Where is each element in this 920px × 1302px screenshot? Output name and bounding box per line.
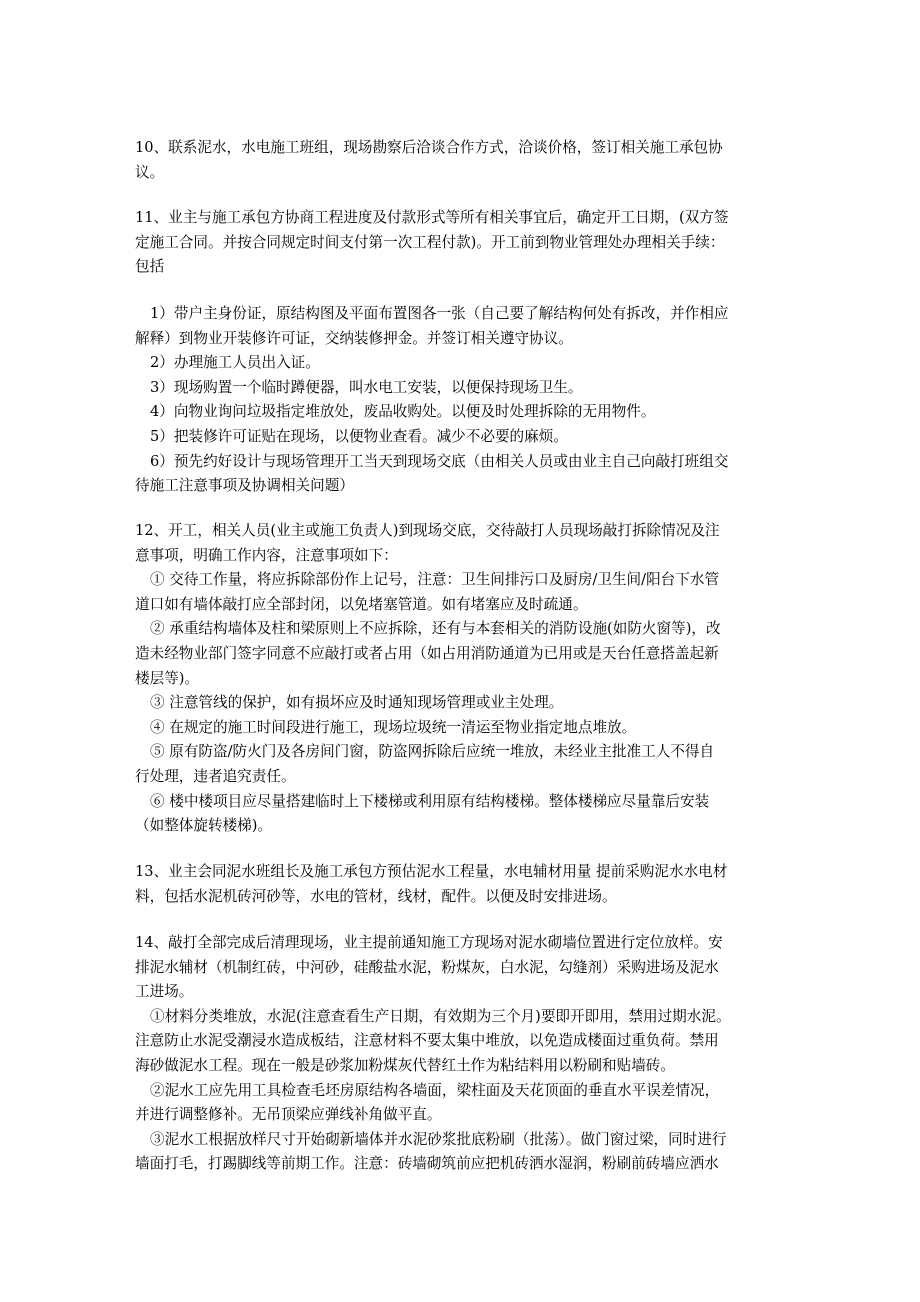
paragraph-12 (135, 519, 795, 839)
list-item: ① 交待工作量，将应拆除部份作上记号，注意：卫生间排污口及厨房/卫生间/阳台下水管 (150, 571, 720, 589)
list-item: ⑥ 楼中楼项目应尽量搭建临时上下楼梯或利用原有结构楼梯。整体楼梯应尽量靠后安装 (150, 792, 710, 810)
list-item: ④ 在规定的施工时间段进行施工，现场垃圾统一清运至物业指定地点堆放。 (150, 718, 637, 736)
list-item-continuation: 海砂做泥水工程。现在一般是砂浆加粉煤灰代替红土作为粘结料用以粉刷和贴墙砖。 (135, 1056, 675, 1074)
paragraph-10 (135, 136, 795, 185)
paragraph-line: 12、开工，相关人员(业主或施工负责人)到现场交底，交待敲打人员现场敲打拆除情况及注 (135, 522, 720, 539)
list-item: ②泥水工应先用工具检查毛坯房原结构各墙面，梁柱面及天花顶面的垂直水平误差情况， (150, 1081, 720, 1099)
paragraph-line: 排泥水辅材（机制红砖，中河砂，硅酸盐水泥，粉煤灰，白水泥，勾缝剂）采购进场及泥水 (135, 958, 719, 976)
paragraph-line: 议。 (135, 163, 165, 181)
list-item: ①材料分类堆放，水泥(注意查看生产日期，有效期为三个月)要即开即用，禁用过期水泥。 (150, 1007, 731, 1025)
list-item: 6）预先约好设计与现场管理开工当天到现场交底（由相关人员或由业主自己向敲打班组交 (150, 452, 729, 470)
paragraph-line: 11、业主与施工承包方协商工程进度及付款形式等所有相关事宜后，确定开工日期，(双方签 (135, 209, 729, 226)
list-item-continuation: 并进行调整修补。无吊顶梁应弹线补角做平直。 (135, 1106, 442, 1124)
paragraph-line: 包括 (135, 258, 165, 276)
paragraph-14 (135, 931, 795, 1177)
paragraph-line: 定施工合同。并按合同规定时间支付第一次工程付款)。开工前到物业管理处办理相关手续： (135, 233, 725, 251)
paragraph-line: 工进场。 (135, 983, 194, 1001)
list-item-continuation: （如整体旋转楼梯)。 (135, 817, 273, 835)
paragraph-line: 意事项，明确工作内容，注意事项如下： (135, 546, 398, 564)
list-item-continuation: 道口如有墙体敲打应全部封闭，以免堵塞管道。如有堵塞应及时疏通。 (135, 595, 588, 613)
paragraph-13 (135, 860, 795, 909)
paragraph-11 (135, 206, 795, 280)
list-item: 3）现场购置一个临时蹲便器，叫水电工安装，以便保持现场卫生。 (150, 378, 583, 396)
paragraph-line: 料，包括水泥机砖河砂等，水电的管材，线材，配件。以便及时安排进场。 (135, 887, 617, 905)
list-item-continuation: 待施工注意事项及协调相关问题） (135, 477, 354, 495)
list-item-continuation: 解释）到物业开装修许可证，交纳装修押金。并签订相关遵守协议。 (135, 329, 573, 347)
list-item: 2）办理施工人员出入证。 (150, 354, 320, 372)
list-item: ③ 注意管线的保护，如有损坏应及时通知现场管理或业主处理。 (150, 694, 564, 712)
list-item-continuation: 注意防止水泥受潮浸水造成板结，注意材料不要太集中堆放，以免造成楼面过重负荷。禁用 (135, 1032, 719, 1050)
list-item: 5）把装修许可证贴在现场，以便物业查看。减少不必要的麻烦。 (150, 427, 568, 445)
list-item-continuation: 楼层等)。 (135, 669, 200, 687)
list-item: 1）带户主身份证，原结构图及平面布置图各一张（自己要了解结构何处有拆改，并作相应 (150, 305, 729, 322)
list-item: 4）向物业询问垃圾指定堆放处，废品收购处。以便及时处理拆除的无用物件。 (150, 403, 656, 421)
paragraph-line: 14、敲打全部完成后清理现场，业主提前通知施工方现场对泥水砌墙位置进行定位放样。安 (135, 934, 723, 951)
list-item: ⑤ 原有防盗/防火门及各房间门窗，防盗网拆除后应统一堆放，未经业主批准工人不得自 (150, 743, 715, 761)
list-item-continuation: 造未经物业部门签字同意不应敲打或者占用（如占用消防通道为已用或是天台任意搭盖起新 (135, 644, 719, 662)
paragraph-11-items (135, 302, 795, 499)
list-item-continuation: 行处理，违者追究责任。 (135, 767, 296, 785)
list-item: ③泥水工根据放样尺寸开始砌新墙体并水泥砂浆批底粉刷（批荡）。做门窗过梁，同时进行 (150, 1130, 727, 1148)
list-item-continuation: 墙面打毛，打踢脚线等前期工作。注意：砖墙砌筑前应把机砖洒水湿润，粉刷前砖墙应洒水 (135, 1155, 719, 1173)
list-item: ② 承重结构墙体及柱和梁原则上不应拆除，还有与本套相关的消防设施(如防火窗等)，改 (150, 620, 721, 638)
paragraph-line: 10、联系泥水，水电施工班组，现场勘察后洽谈合作方式，洽谈价格，签订相关施工承包协 (135, 139, 723, 156)
paragraph-line: 13、业主会同泥水班组长及施工承包方预估泥水工程量，水电辅材用量 提前采购泥水水电材 (135, 863, 728, 880)
